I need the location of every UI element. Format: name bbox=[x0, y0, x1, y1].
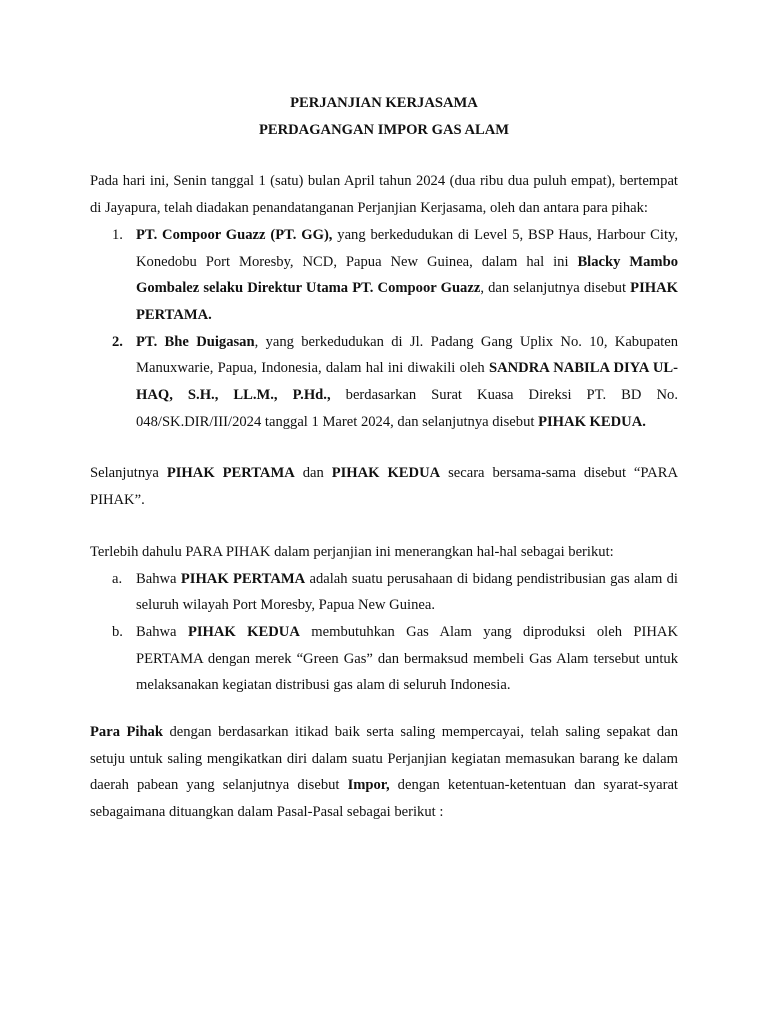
text-run: dengan berdasarkan itikad baik serta saling mempercayai, telah saling sepakat dan setuju untuk saling mengikatkan diri dalam suatu Perjanjian kegiatan memasukan barang ke dalam daerah pabean yang selanjutnya disebut bbox=[90, 724, 678, 794]
party-item bbox=[90, 329, 678, 436]
party-representative: Blacky Mambo Gombalez selaku Direktur Utama PT. Compoor Guazz bbox=[136, 253, 679, 297]
intro-paragraph: Pada hari ini, Senin tanggal 1 (satu) bulan April tahun 2024 (dua ribu dua puluh empat), bertempat di Jayapura, telah diadakan penandatanganan Perjanjian Kerjasama, oleh dan antara para pihak: bbox=[90, 173, 678, 217]
party-text: , dan selanjutnya disebut bbox=[480, 280, 631, 297]
text-run: dan bbox=[294, 465, 332, 482]
text-run: Bahwa bbox=[136, 570, 181, 587]
text-run: adalah suatu perusahaan di bidang pendistribusian gas alam di seluruh wilayah Port Moresby, Papua New Guinea. bbox=[136, 570, 678, 614]
title-line-2: PERDAGANGAN IMPOR GAS ALAM bbox=[258, 121, 510, 138]
spacer bbox=[90, 514, 678, 539]
party-name: PT. Compoor Guazz (PT. GG), bbox=[136, 226, 333, 243]
text-run: secara bersama-sama disebut “PARA PIHAK”. bbox=[90, 465, 678, 509]
spacer bbox=[90, 699, 678, 719]
recital-item bbox=[90, 619, 678, 699]
party-alias: PIHAK KEDUA. bbox=[538, 413, 646, 430]
bold-run: PIHAK PERTAMA bbox=[166, 465, 295, 482]
closing-paragraph bbox=[90, 719, 678, 826]
text-run: Selanjutnya bbox=[90, 465, 167, 482]
list-marker: b. bbox=[112, 623, 123, 640]
list-marker: a. bbox=[112, 570, 123, 587]
bold-run: PIHAK PERTAMA bbox=[180, 570, 306, 587]
document-page bbox=[90, 90, 678, 826]
list-marker: 2. bbox=[112, 333, 123, 350]
party-text: , yang berkedudukan di Jl. Padang Gang Uplix No. 10, Kabupaten Manuxwarie, Papua, Indonesia, dalam hal ini diwakili oleh bbox=[136, 333, 679, 377]
text-run: dengan ketentuan-ketentuan dan syarat-syarat sebagaimana dituangkan dalam Pasal-Pasal sebagai berikut : bbox=[90, 777, 678, 821]
bold-run: PIHAK KEDUA bbox=[331, 465, 441, 482]
party-item bbox=[90, 222, 678, 329]
recital-intro: Terlebih dahulu PARA PIHAK dalam perjanjian ini menerangkan hal-hal sebagai berikut: bbox=[90, 543, 614, 560]
document-title bbox=[90, 90, 678, 143]
bold-run: Impor, bbox=[347, 777, 390, 794]
bold-run: PIHAK KEDUA bbox=[187, 623, 300, 640]
spacer bbox=[90, 435, 678, 460]
recitals-list bbox=[90, 566, 678, 700]
text-run: membutuhkan Gas Alam yang diproduksi oleh PIHAK PERTAMA dengan merek “Green Gas” dan bermaksud membeli Gas Alam tersebut untuk melaksanakan kegiatan distribusi gas alam di seluruh Indonesia. bbox=[136, 623, 678, 694]
party-representative: SANDRA NABILA DIYA UL-HAQ, S.H., LL.M., P.Hd., bbox=[136, 360, 678, 404]
bold-run: Para Pihak bbox=[90, 724, 163, 741]
para-pihak-paragraph bbox=[90, 460, 678, 513]
party-text: berdasarkan Surat Kuasa Direksi PT. BD No. 048/SK.DIR/III/2024 tanggal 1 Maret 2024, dan selanjutnya disebut bbox=[136, 387, 678, 430]
recital-item bbox=[90, 566, 678, 619]
party-alias: PIHAK PERTAMA. bbox=[136, 280, 678, 323]
text-run: Bahwa bbox=[136, 623, 188, 640]
party-text: yang berkedudukan di Level 5, BSP Haus, Harbour City, Konedobu Port Moresby, NCD, Papua New Guinea, dalam hal ini bbox=[136, 226, 678, 270]
title-line-1: PERJANJIAN KERJASAMA bbox=[290, 95, 478, 111]
party-name: PT. Bhe Duigasan bbox=[136, 333, 255, 350]
list-marker: 1. bbox=[112, 226, 123, 243]
parties-list bbox=[90, 222, 678, 436]
